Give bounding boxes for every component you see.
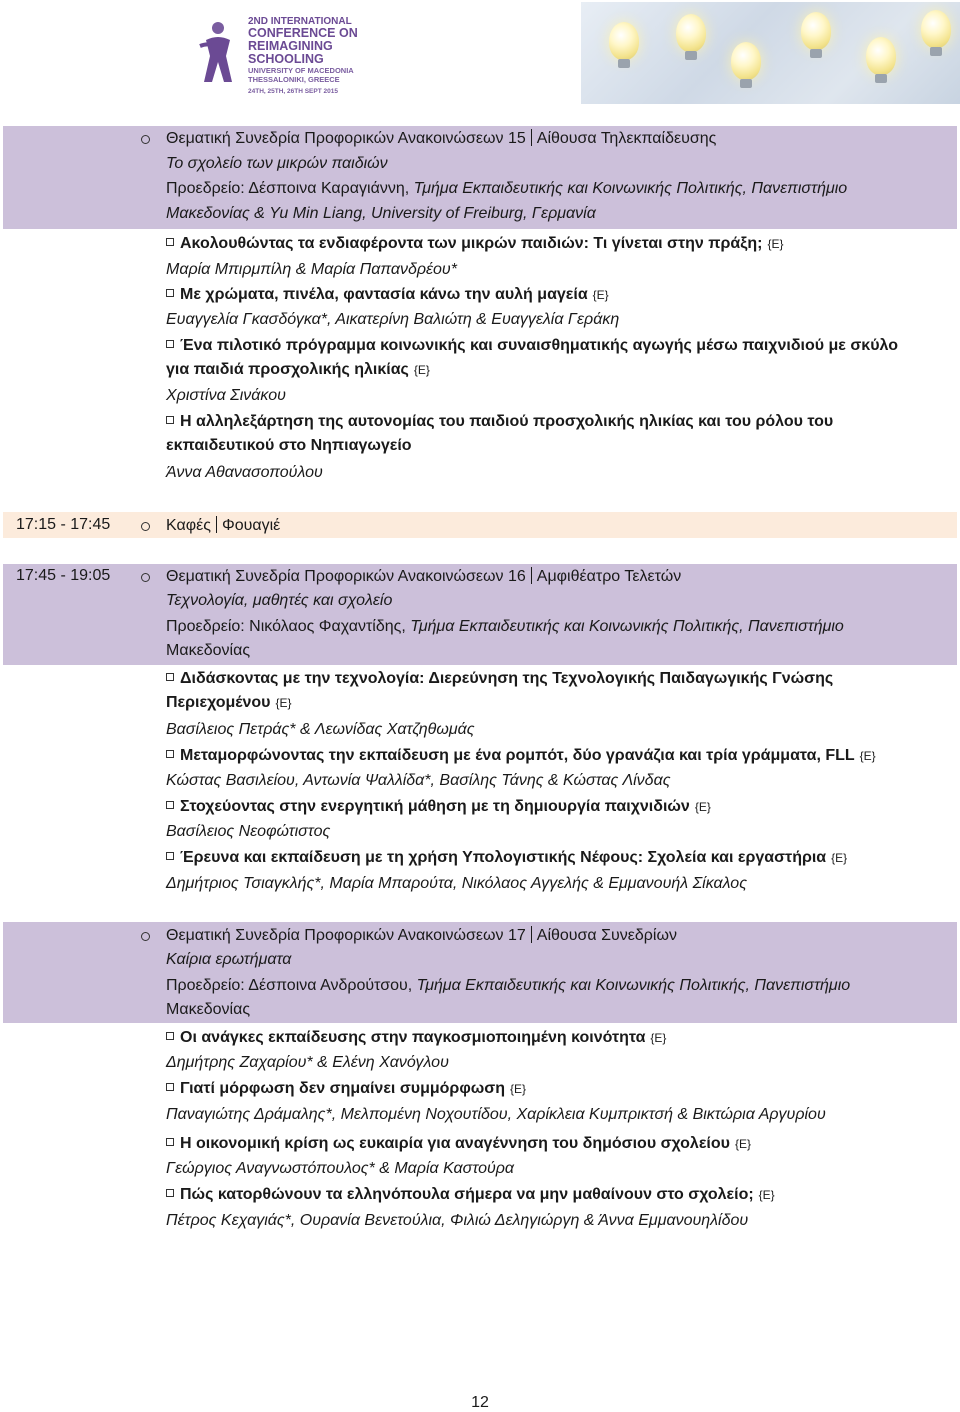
square-bullet-icon [166,238,174,246]
conference-logo-icon [198,20,238,86]
square-bullet-icon [166,416,174,424]
session-name: Θεματική Συνεδρία Προφορικών Ανακοινώσεων 17 [166,927,526,944]
session-title [166,129,716,148]
paper-title-cont [166,361,430,379]
paper-title-text: Γιατί μόρφωση δεν σημαίνει συμμόρφωση [180,1080,505,1097]
paper-tag: {E} [592,288,609,302]
coffee-place: Φουαγιέ [221,517,281,534]
paper-title [166,286,609,304]
session-room: Αμφιθέατρο Τελετών [536,568,682,585]
bullet-circle-icon [141,522,150,531]
paper-title [166,747,876,765]
paper-tag: {E} [758,1188,775,1202]
paper-title [166,1135,751,1153]
logo-sub: THESSALONIKI, GREECE [248,75,340,84]
chair-name: Προεδρείο: Νικόλαος Φαχαντίδης, [166,618,411,635]
paper-tag: {E} [734,1137,751,1151]
square-bullet-icon [166,852,174,860]
square-bullet-icon [166,1189,174,1197]
paper-title-cont [166,694,292,712]
session-chair-cont: Μακεδονίας [166,1001,251,1018]
square-bullet-icon [166,1032,174,1040]
session-name: Θεματική Συνεδρία Προφορικών Ανακοινώσεων 15 [166,130,526,147]
paper-title-text: Στοχεύοντας στην ενεργητική μάθηση με τη δημιουργία παιχνιδιών [180,798,690,815]
lightbulb-icon [731,42,761,80]
paper-tag: {E} [413,363,430,377]
coffee-text: Καφές [166,517,211,534]
paper-tag: {E} [650,1031,667,1045]
conference-banner [186,2,786,102]
paper-authors: Γεώργιος Αναγνωστόπουλος* & Μαρία Καστούρα [166,1160,515,1177]
session-chair-cont: Μακεδονίας & Yu Min Liang, University of Freiburg, Γερμανία [166,205,596,222]
bullet-circle-icon [141,573,150,582]
chair-affiliation: Τμήμα Εκπαιδευτικής και Κοινωνικής Πολιτικής, Πανεπιστήμιο [413,180,848,197]
square-bullet-icon [166,750,174,758]
paper-title [166,235,784,253]
paper-tag: {E} [767,237,784,251]
coffee-time: 17:15 - 17:45 [16,516,111,533]
paper-title-text: Διδάσκοντας με την τεχνολογία: Διερεύνηση της Τεχνολογικής Παιδαγωγικής Γνώσης [180,670,834,687]
page-number: 12 [471,1394,489,1411]
divider [216,516,217,533]
paper-tag: {E} [510,1082,527,1096]
chair-name: Προεδρείο: Δέσποινα Καραγιάννη, [166,180,414,197]
coffee-label [166,516,280,535]
session-subtitle: Καίρια ερωτήματα [166,951,292,968]
divider [531,129,532,146]
divider [531,926,532,943]
session-subtitle: Το σχολείο των μικρών παιδιών [166,155,388,172]
session-title [166,567,681,586]
square-bullet-icon [166,1138,174,1146]
paper-title-text: Πώς κατορθώνουν τα ελληνόπουλα σήμερα να μην μαθαίνουν στο σχολείο; [180,1186,754,1203]
session-name: Θεματική Συνεδρία Προφορικών Ανακοινώσεων 16 [166,568,526,585]
lightbulb-icon [676,14,706,52]
paper-authors: Δημήτρης Ζαχαρίου* & Ελένη Χανόγλου [166,1054,449,1071]
session-room: Αίθουσα Τηλεκπαίδευσης [536,130,717,147]
paper-title-text: Ακολουθώντας τα ενδιαφέροντα των μικρών παιδιών: Τι γίνεται στην πράξη; [180,235,763,252]
paper-title-text: Η αλληλεξάρτηση της αυτονομίας του παιδιού προσχολικής ηλικίας και του ρόλου του [180,413,834,430]
session-chair [166,977,850,995]
paper-title [166,1186,775,1204]
square-bullet-icon [166,1083,174,1091]
divider [531,567,532,584]
paper-title-text: Περιεχομένου [166,694,271,711]
bullet-circle-icon [141,932,150,941]
logo-line: 2ND INTERNATIONAL [248,16,352,27]
lightbulb-icon [921,10,951,48]
paper-title-text: Μεταμορφώνοντας την εκπαίδευση με ένα ρομπότ, δύο γρανάζια και τρία γράμματα, FLL [180,747,855,764]
paper-title-text: για παιδιά προσχολικής ηλικίας [166,361,409,378]
paper-title-text: Με χρώματα, πινέλα, φαντασία κάνω την αυλή μαγεία [180,286,588,303]
paper-tag: {E} [275,696,292,710]
paper-authors: Βασίλειος Πετράς* & Λεωνίδας Χατζηθωμάς [166,721,475,738]
bullet-circle-icon [141,135,150,144]
paper-authors: Ευαγγελία Γκασδόγκα*, Αικατερίνη Βαλιώτη & Ευαγγελία Γεράκη [166,311,620,328]
lightbulb-icon [609,22,639,60]
session-chair [166,180,847,198]
square-bullet-icon [166,673,174,681]
paper-title [166,413,833,431]
session-subtitle: Τεχνολογία, μαθητές και σχολείο [166,592,393,609]
paper-tag: {E} [694,800,711,814]
session-chair [166,618,844,636]
paper-title [166,1029,666,1047]
session-title [166,926,677,945]
paper-title-cont: εκπαιδευτικού στο Νηπιαγωγείο [166,437,412,454]
square-bullet-icon [166,289,174,297]
paper-authors: Πέτρος Κεχαγιάς*, Ουρανία Βενετούλια, Φιλιώ Δεληγιώργη & Άννα Εμμανουηλίδου [166,1212,749,1229]
square-bullet-icon [166,801,174,809]
paper-authors: Βασίλειος Νεοφώτιστος [166,823,331,840]
paper-title-text: Η οικονομική κρίση ως ευκαιρία για αναγέννηση του δημόσιου σχολείου [180,1135,730,1152]
paper-title-text: Οι ανάγκες εκπαίδευσης στην παγκοσμιοποιημένη κοινότητα [180,1029,646,1046]
session-room: Αίθουσα Συνεδρίων [536,927,677,944]
paper-authors: Κώστας Βασιλείου, Αντωνία Ψαλλίδα*, Βασίλης Τάνης & Κώστας Λίνδας [166,772,671,789]
paper-tag: {E} [859,749,876,763]
lightbulb-icon [801,12,831,50]
paper-title [166,337,898,355]
lightbulbs-image [581,2,960,104]
logo-line: CONFERENCE ON [248,26,358,40]
paper-title-text: Έρευνα και εκπαίδευση με τη χρήση Υπολογιστικής Νέφους: Σχολεία και εργαστήρια [180,849,827,866]
session-chair-cont: Μακεδονίας [166,642,251,659]
chair-name: Προεδρείο: Δέσποινα Ανδρούτσου, [166,977,417,994]
paper-title-text: Ένα πιλοτικό πρόγραμμα κοινωνικής και συναισθηματικής αγωγής μέσω παιχνιδιού με σκύλο [180,337,898,354]
session-time: 17:45 - 19:05 [16,567,111,584]
paper-authors: Χριστίνα Σινάκου [166,387,286,404]
paper-title [166,1080,526,1098]
square-bullet-icon [166,340,174,348]
paper-title [166,849,847,867]
logo-sub: UNIVERSITY OF MACEDONIA [248,66,354,75]
paper-tag: {E} [831,851,848,865]
paper-title [166,670,833,688]
conference-logo-text [248,16,388,98]
lightbulb-icon [866,37,896,75]
paper-title [166,798,711,816]
paper-authors: Άννα Αθανασοπούλου [166,464,323,481]
logo-line: REIMAGINING [248,39,333,53]
paper-authors: Δημήτριος Τσιαγκλής*, Μαρία Μπαρούτα, Νικόλαος Αγγελής & Εμμανουήλ Σίκαλος [166,875,747,892]
paper-authors: Παναγιώτης Δράμαλης*, Μελπομένη Νοχουτίδου, Χαρίκλεια Κυμπρικτσή & Βικτώρια Αργυρίου [166,1106,826,1123]
logo-date: 24TH, 25TH, 26TH SEPT 2015 [248,88,338,95]
logo-line: SCHOOLING [248,52,324,66]
paper-authors: Μαρία Μπιρμπίλη & Μαρία Παπανδρέου* [166,261,457,278]
chair-affiliation: Τμήμα Εκπαιδευτικής και Κοινωνικής Πολιτικής, Πανεπιστήμιο [416,977,851,994]
chair-affiliation: Τμήμα Εκπαιδευτικής και Κοινωνικής Πολιτικής, Πανεπιστήμιο [410,618,844,635]
